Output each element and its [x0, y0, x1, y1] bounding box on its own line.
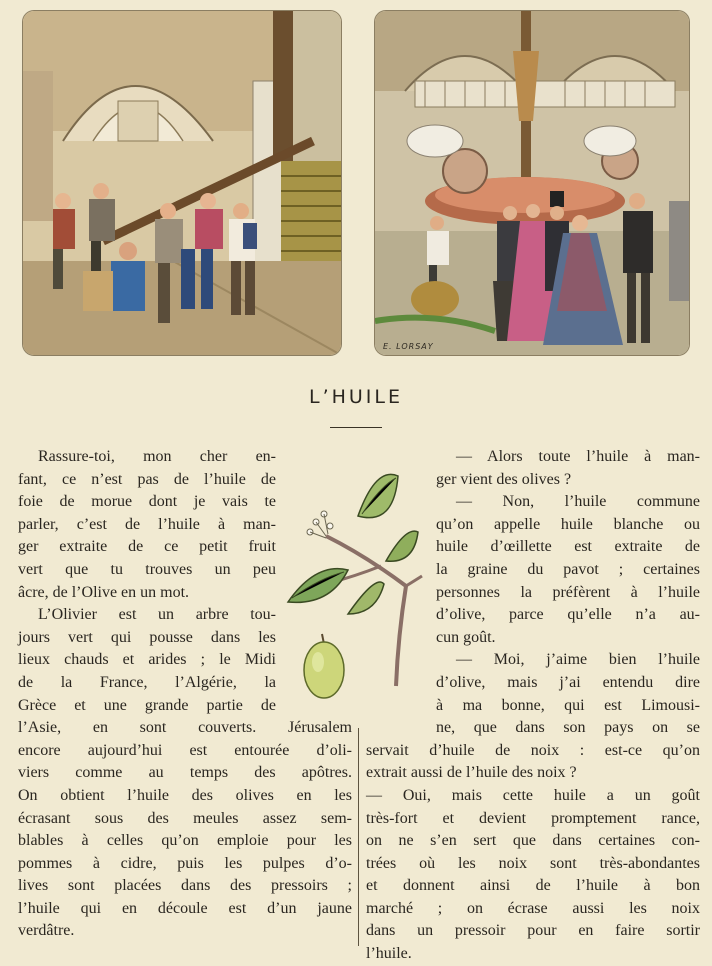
- text-line: et donnent ainsi de l’huile à bon: [366, 877, 700, 895]
- text-line: blables à celles qu’on emploie pour les: [18, 832, 352, 850]
- text-line: Rassure-toi, mon cher en-: [38, 448, 276, 465]
- text-line: fant, ce n’est pas de l’huile de: [18, 470, 276, 488]
- text-line: extrait aussi de l’huile des noix ?: [366, 764, 577, 782]
- text-line: l’Asie, en sont couverts. Jérusalem: [18, 719, 352, 737]
- text-line: — Non, l’huile commune: [456, 493, 700, 511]
- text-line: à ma bonne, qui est Limousi-: [436, 696, 700, 714]
- text-line: lieux chauds et arides ; le Midi: [18, 651, 276, 669]
- text-line: marché ; on écrase aussi les noix: [366, 899, 700, 917]
- text-line: on ne s’en sert que dans certaines con-: [366, 832, 700, 850]
- title-rule: [330, 427, 382, 428]
- text-line: — Oui, mais cette huile a un goût: [366, 786, 700, 804]
- olive-press-workers-illustration-icon: [23, 11, 341, 355]
- text-line: huile d’œillette est extraite de: [436, 538, 700, 556]
- text-line: pommes à cidre, puis les pulpes d’o-: [18, 854, 352, 872]
- right-column-text: [366, 446, 700, 966]
- left-column-text: [18, 446, 352, 943]
- text-line: parler, c’est de l’huile à man-: [18, 515, 276, 533]
- text-line: vert que tu trouves un peu: [18, 560, 276, 578]
- olive-press-illustration: [22, 10, 342, 356]
- column-divider: [358, 728, 359, 946]
- text-line: dans un pressoir pour en faire sortir: [366, 922, 700, 940]
- text-line: encore aujourd’hui est entourée d’oli-: [18, 741, 352, 759]
- text-line: cun goût.: [436, 628, 496, 646]
- text-line: Grèce et une grande partie de: [18, 696, 276, 714]
- text-line: ger vient des olives ?: [436, 470, 572, 488]
- text-line: très-fort et devient promptement rance,: [366, 809, 700, 827]
- text-line: personnes la préfèrent à l’huile: [436, 583, 700, 601]
- text-line: servait d’huile de noix : est-ce qu’on: [366, 741, 700, 759]
- text-line: — Moi, j’aime bien l’huile: [456, 651, 700, 669]
- text-line: d’olive, parce qu’elle n’a au-: [436, 606, 700, 624]
- text-line: verdâtre.: [18, 922, 75, 940]
- text-line: L’Olivier est un arbre tou-: [38, 606, 276, 624]
- text-line: d’olive, mais j’ai entendu dire: [436, 673, 700, 691]
- olive-mill-visitors-illustration-icon: [375, 11, 689, 355]
- text-line: ger extraite de ce petit fruit: [18, 538, 276, 556]
- text-line: trées où les noix sont très-abondantes: [366, 854, 700, 872]
- text-line: l’huile qui en découle est d’un jaune: [18, 899, 352, 917]
- text-line: la graine du pavot ; certaines: [436, 560, 700, 578]
- text-line: écrasant sous des meules assez sem-: [18, 809, 352, 827]
- text-line: — Alors toute l’huile à man-: [456, 448, 700, 465]
- text-line: ne, que dans son pays on se: [436, 719, 700, 737]
- text-line: âcre, de l’Olive en un mot.: [18, 583, 190, 601]
- page-title: L’HUILE: [308, 386, 403, 408]
- text-line: viers comme au temps des apôtres.: [18, 764, 352, 782]
- text-line: qu’on appelle huile blanche ou: [436, 515, 700, 533]
- olive-mill-illustration: [374, 10, 690, 356]
- text-line: On obtient l’huile des olives en les: [18, 786, 352, 804]
- text-line: l’huile.: [366, 945, 412, 963]
- text-line: jours vert qui pousse dans les: [18, 628, 276, 646]
- text-line: de la France, l’Algérie, la: [18, 673, 276, 691]
- text-line: lives sont placées dans des pressoirs ;: [18, 877, 352, 895]
- engraver-signature: E. LORSAY: [383, 342, 434, 351]
- text-line: foie de morue dont je vais te: [18, 493, 276, 511]
